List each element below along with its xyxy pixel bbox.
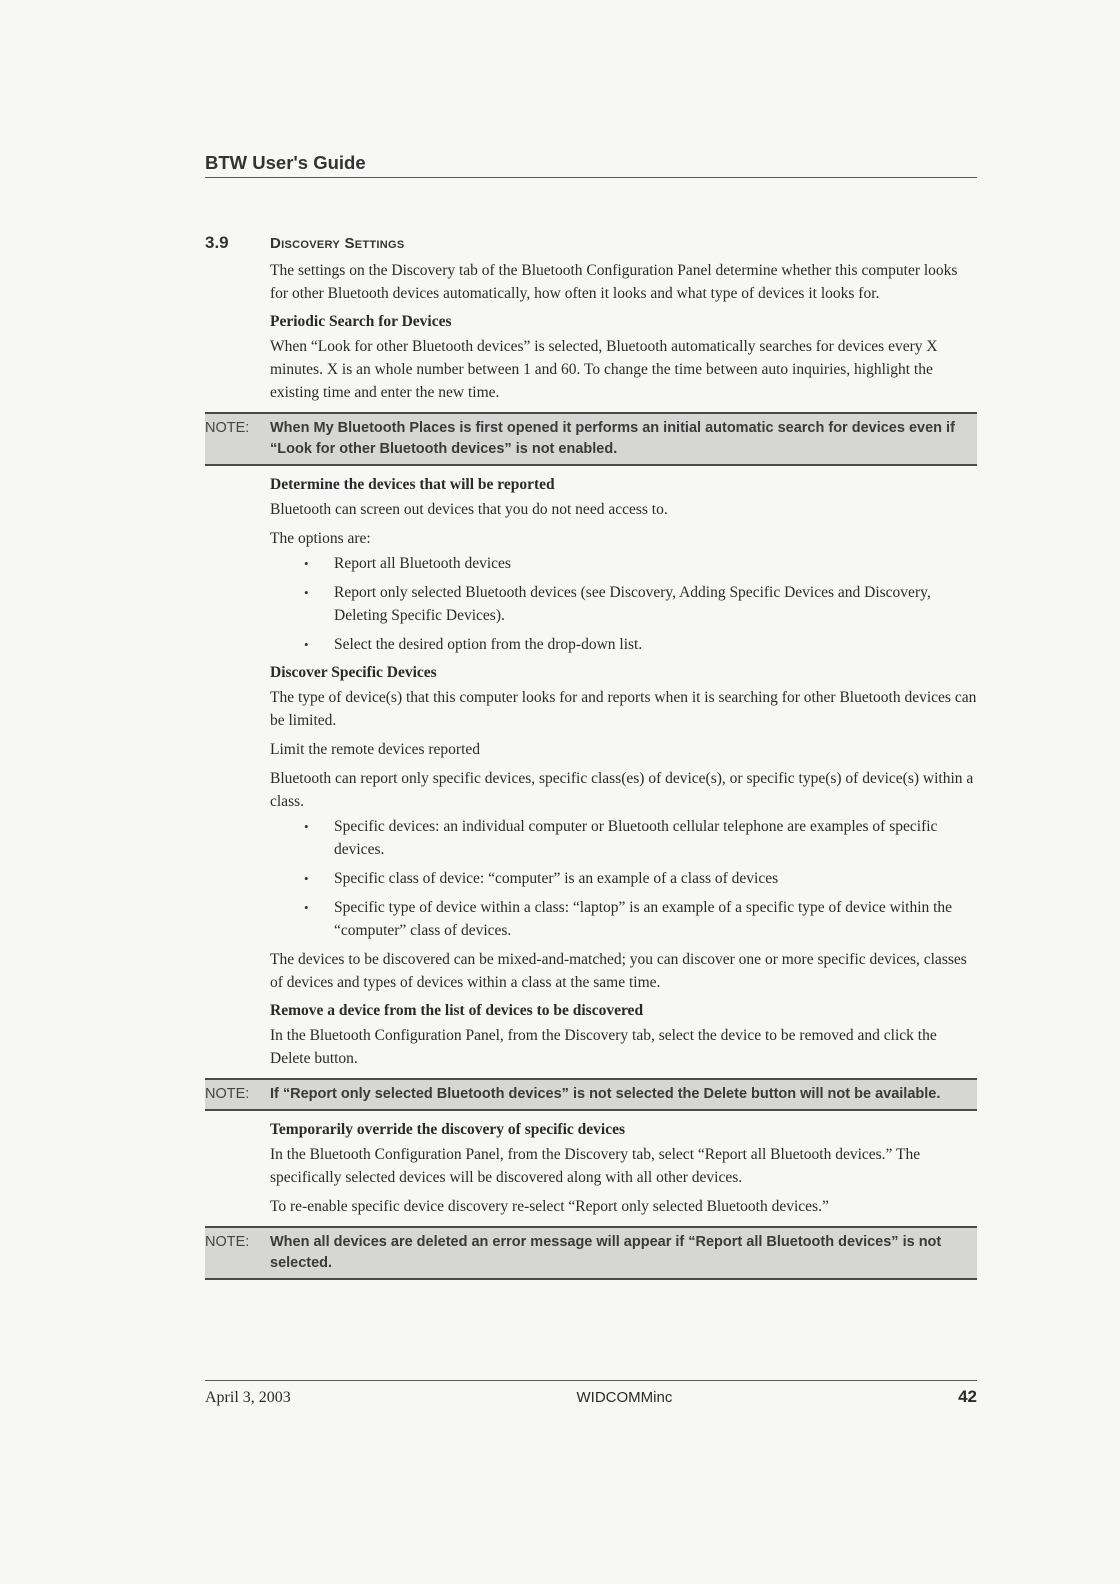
- discover-heading: Discover Specific Devices: [270, 664, 437, 681]
- section-title: Discovery Settings: [270, 235, 405, 252]
- periodic-paragraph: When “Look for other Bluetooth devices” is selected, Bluetooth automatically searches for devices every X minutes. X is an whole number between 1 and 60. To change the time between auto inquiries, highlight the existing time and enter the new time.: [270, 338, 938, 401]
- note-text: When all devices are deleted an error message will appear if “Report all Bluetooth devices” is not selected.: [270, 1234, 942, 1271]
- page-header: [205, 152, 977, 178]
- header-title: BTW User's Guide: [205, 152, 366, 173]
- section-discovery-settings: [205, 233, 977, 1288]
- footer-company: WIDCOMMinc: [576, 1389, 673, 1406]
- determine-heading: Determine the devices that will be reported: [270, 476, 555, 493]
- override-paragraph: In the Bluetooth Configuration Panel, from the Discovery tab, select “Report all Bluetooth devices.” The specifically selected devices will be discovered along with all other devices.: [270, 1146, 921, 1186]
- report-paragraph: Bluetooth can report only specific devices, specific class(es) of device(s), or specific type(s) of device(s) within a class.: [270, 770, 974, 810]
- determine-paragraph: Bluetooth can screen out devices that you do not need access to.: [270, 501, 668, 518]
- periodic-heading: Periodic Search for Devices: [270, 313, 452, 330]
- section-number: 3.9: [205, 233, 229, 252]
- note-label: NOTE:: [205, 420, 250, 436]
- options-intro: The options are:: [270, 530, 371, 547]
- intro-paragraph: The settings on the Discovery tab of the Bluetooth Configuration Panel determine whether this computer looks for other Bluetooth devices automatically, how often it looks and what type of devices it looks for.: [270, 262, 958, 302]
- list-item: • Report only selected Bluetooth devices (see Discovery, Adding Specific Devices and Discovery, Deleting Specific Devices).: [334, 581, 977, 627]
- footer-date: April 3, 2003: [205, 1389, 291, 1406]
- note-box: [205, 412, 977, 466]
- page-number: 42: [958, 1387, 977, 1406]
- note-box: [205, 1078, 977, 1111]
- limit-paragraph: Limit the remote devices reported: [270, 741, 481, 758]
- remove-paragraph: In the Bluetooth Configuration Panel, from the Discovery tab, select the device to be removed and click the Delete button.: [270, 1027, 937, 1067]
- page-footer: [205, 1380, 977, 1407]
- list-item: • Specific class of device: “computer” is an example of a class of devices: [334, 867, 977, 890]
- reenable-paragraph: To re-enable specific device discovery re-select “Report only selected Bluetooth devices.”: [270, 1198, 829, 1215]
- list-item: • Select the desired option from the drop-down list.: [334, 633, 977, 656]
- override-heading: Temporarily override the discovery of specific devices: [270, 1121, 625, 1138]
- list-item: • Specific type of device within a class: “laptop” is an example of a specific type of device within the “computer” class of devices.: [334, 896, 977, 942]
- options-list: [270, 552, 977, 656]
- specific-list: [270, 815, 977, 942]
- note-text: If “Report only selected Bluetooth devices” is not selected the Delete button will not be available.: [270, 1086, 941, 1102]
- note-box: [205, 1226, 977, 1280]
- list-item: • Specific devices: an individual computer or Bluetooth cellular telephone are examples of specific devices.: [334, 815, 977, 861]
- remove-heading: Remove a device from the list of devices to be discovered: [270, 1002, 644, 1019]
- mixed-paragraph: The devices to be discovered can be mixed-and-matched; you can discover one or more specific devices, classes of devices and types of devices within a class at the same time.: [270, 951, 967, 991]
- discover-paragraph: The type of device(s) that this computer looks for and reports when it is searching for other Bluetooth devices can be limited.: [270, 689, 977, 729]
- note-label: NOTE:: [205, 1086, 250, 1102]
- list-item: • Report all Bluetooth devices: [334, 552, 977, 575]
- section-heading: [205, 233, 977, 253]
- note-label: NOTE:: [205, 1234, 250, 1250]
- note-text: When My Bluetooth Places is first opened it performs an initial automatic search for devices even if “Look for other Bluetooth devices” is not enabled.: [270, 420, 955, 457]
